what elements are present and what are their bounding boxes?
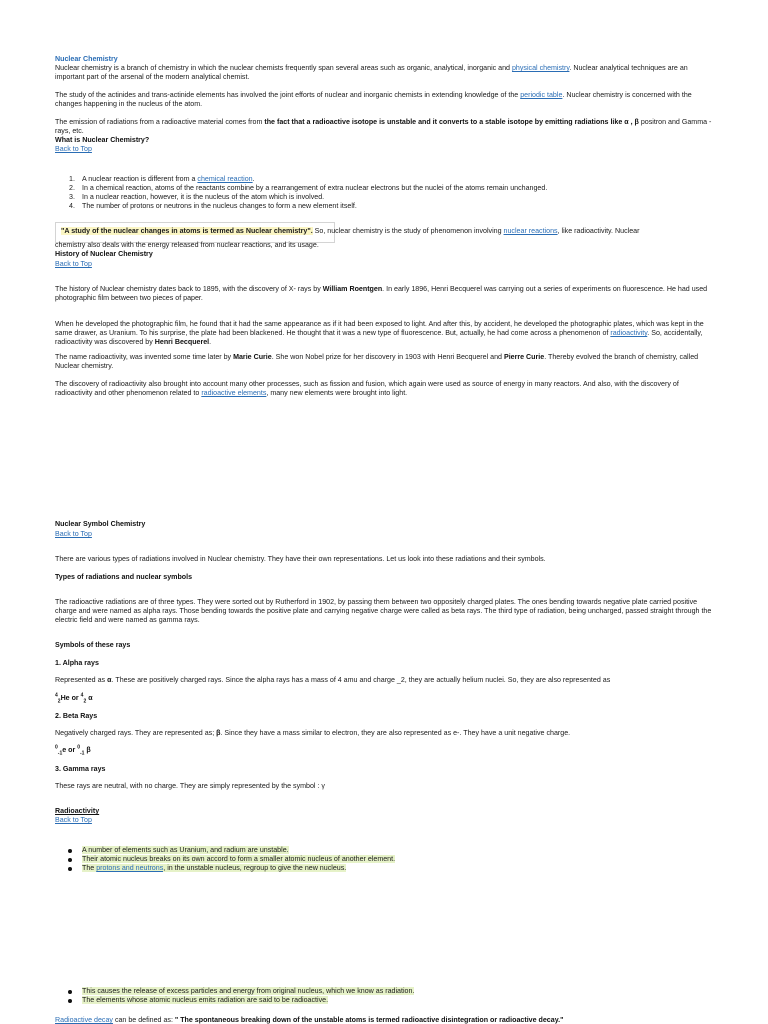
bullet-icon: [68, 999, 72, 1003]
back-to-top-link[interactable]: Back to Top: [55, 816, 92, 824]
history-heading: History of Nuclear Chemistry: [55, 250, 153, 258]
chemical-reaction-link[interactable]: chemical reaction: [197, 175, 253, 183]
list-item: 4. The number of protons or neutrons in the nucleus changes to form a new element itself.: [69, 202, 357, 210]
list-item: This causes the release of excess particles and energy from original nucleus, which we know as radiation.: [55, 987, 713, 996]
beta-description: Negatively charged rays. They are represented as; β. Since they have a mass similar to electron, they are also represented as e-. They have a unit negative charge.: [55, 729, 571, 737]
list-item: 2. In a chemical reaction, atoms of the reactants combine by a rearrangement of extra nuclear electrons but the nuclei of the atoms remain unchanged.: [69, 184, 548, 192]
history-paragraph-2: When he developed the photographic film, he found that it had the same appearance as if it had been exposed to light. And after this, by accident, he developed the photographic plates, which was kept in the same drawer, as Uranium. To his surprise, the plate had been blackened. He thought that it was a new type of fluorescence. But, actually, he had come across a phenomenon of radioactivity. So, accidentally, radioactivity was discovered by Henri Becquerel.: [55, 320, 704, 346]
history-paragraph-3: The name radioactivity, was invented some time later by Marie Curie. She won Nobel prize for her discovery in 1903 with Henri Becquerel and Pierre Curie. Thereby evolved the branch of chemistry, called Nuclear chemistry.: [55, 353, 699, 370]
nuclear-symbol-heading: Nuclear Symbol Chemistry: [55, 520, 146, 528]
what-is-heading: What is Nuclear Chemistry?: [55, 136, 150, 144]
emission-paragraph: The emission of radiations from a radioactive material comes from the fact that a radioactive isotope is unstable and it converts to a stable isotope by emitting radiations like α , β positron and Gamma -rays, etc.: [55, 118, 712, 135]
beta-formula: $^0_{-1}$e or $^0_{-1}$ β: [55, 744, 91, 757]
types-paragraph: The radioactive radiations are of three types. They were sorted out by Rutherford in 1902, by passing them between two oppositely charged plates. The ones bending towards negative plate carried positive charge and were named as alpha rays. Those bending towards the positive plate and carrying negative charge were called as beta rays. The third type of radiation, being uncharged, passed straight through the electric field and were named as gamma rays.: [55, 598, 712, 624]
history-paragraph-1: The history of Nuclear chemistry dates back to 1895, with the discovery of X- rays by William Roentgen. In early 1896, Henri Becquerel was carrying out a series of experiments on fluorescence. He had used photographic film between two pieces of paper.: [55, 285, 708, 302]
list-item: Their atomic nucleus breaks on its own accord to form a smaller atomic nucleus of another element.: [55, 855, 713, 864]
nuclear-reaction-list: [55, 175, 713, 211]
list-item: 3. In a nuclear reaction, however, it is the nucleus of the atom which is involved.: [69, 193, 325, 201]
radioactive-decay-link[interactable]: Radioactive decay: [55, 1016, 113, 1024]
nuclear-chemistry-title[interactable]: Nuclear Chemistry: [55, 55, 118, 63]
alpha-formula: $^4_2$He or $^4_2$ α: [55, 692, 93, 705]
radioactivity-heading: Radioactivity: [55, 807, 100, 815]
physical-chemistry-link[interactable]: physical chemistry: [511, 64, 570, 72]
back-to-top-link[interactable]: Back to Top: [55, 145, 92, 153]
definition-line: "A study of the nuclear changes in atoms is termed as Nuclear chemistry". So, nuclear chemistry is the study of phenomenon involving nuclear reactions, like radioactivity. Nuclear: [61, 227, 640, 235]
beta-heading: 2. Beta Rays: [55, 712, 98, 720]
radiation-list: [55, 987, 713, 1005]
back-to-top-link[interactable]: Back to Top: [55, 260, 92, 268]
gamma-heading: 3. Gamma rays: [55, 765, 106, 773]
protons-and-neutrons-link[interactable]: protons and neutrons: [96, 864, 164, 872]
periodic-table-link[interactable]: periodic table: [520, 91, 563, 99]
list-item: 1. A nuclear reaction is different from a chemical reaction.: [69, 175, 255, 183]
definition-continuation: chemistry also deals with the energy released from nuclear reactions, and its usage.: [55, 241, 319, 249]
actinides-paragraph: The study of the actinides and trans-actinide elements has involved the joint efforts of nuclear and inorganic chemists in extending knowledge of the periodic table. Nuclear chemistry is concerned with the changes happening in the nucleus of the atom.: [55, 91, 692, 108]
list-item: The protons and neutrons, in the unstable nucleus, regroup to give the new nucleus.: [55, 864, 713, 873]
list-item: A number of elements such as Uranium, and radium are unstable.: [55, 846, 713, 855]
radioactive-elements-link[interactable]: radioactive elements: [201, 389, 267, 397]
intro-paragraph: Nuclear chemistry is a branch of chemistry in which the nuclear chemists frequently span several areas such as organic, analytical, inorganic and physical chemistry. Nuclear analytical techniques are an important part of the arsenal of the modern analytical chemist.: [55, 64, 688, 81]
nuclear-reactions-link[interactable]: nuclear reactions: [503, 227, 558, 235]
bullet-icon: [68, 867, 72, 871]
back-to-top-link[interactable]: Back to Top: [55, 530, 92, 538]
radioactive-decay-definition: Radioactive decay can be defined as: " The spontaneous breaking down of the unstable atoms is termed radioactive disintegration or radioactive decay.": [55, 1016, 564, 1024]
symbols-intro: There are various types of radiations involved in Nuclear chemistry. They have their own representations. Let us look into these radiations and their symbols.: [55, 555, 546, 563]
radioactivity-link[interactable]: radioactivity: [610, 329, 648, 337]
gamma-description: These rays are neutral, with no charge. They are simply represented by the symbol : γ: [55, 782, 325, 790]
definition-quote: "A study of the nuclear changes in atoms is termed as Nuclear chemistry".: [61, 227, 313, 235]
list-item: The elements whose atomic nucleus emits radiation are said to be radioactive.: [55, 996, 713, 1005]
alpha-description: Represented as α. These are positively charged rays. Since the alpha rays has a mass of 4 amu and charge _2, they are actually helium nuclei. So, they are also represented as: [55, 676, 611, 684]
bullet-icon: [68, 849, 72, 853]
alpha-heading: 1. Alpha rays: [55, 659, 99, 667]
bullet-icon: [68, 858, 72, 862]
symbols-heading: Symbols of these rays: [55, 641, 131, 649]
bullet-icon: [68, 990, 72, 994]
history-paragraph-4: The discovery of radioactivity also brought into account many other processes, such as fission and fusion, which again were used as source of energy in many reactors. And also, with the discovery of radioactivity and other phenomenon related to radioactive elements, many new elements were brought into light.: [55, 380, 679, 397]
types-heading: Types of radiations and nuclear symbols: [55, 573, 193, 581]
radioactivity-list: [55, 846, 713, 873]
